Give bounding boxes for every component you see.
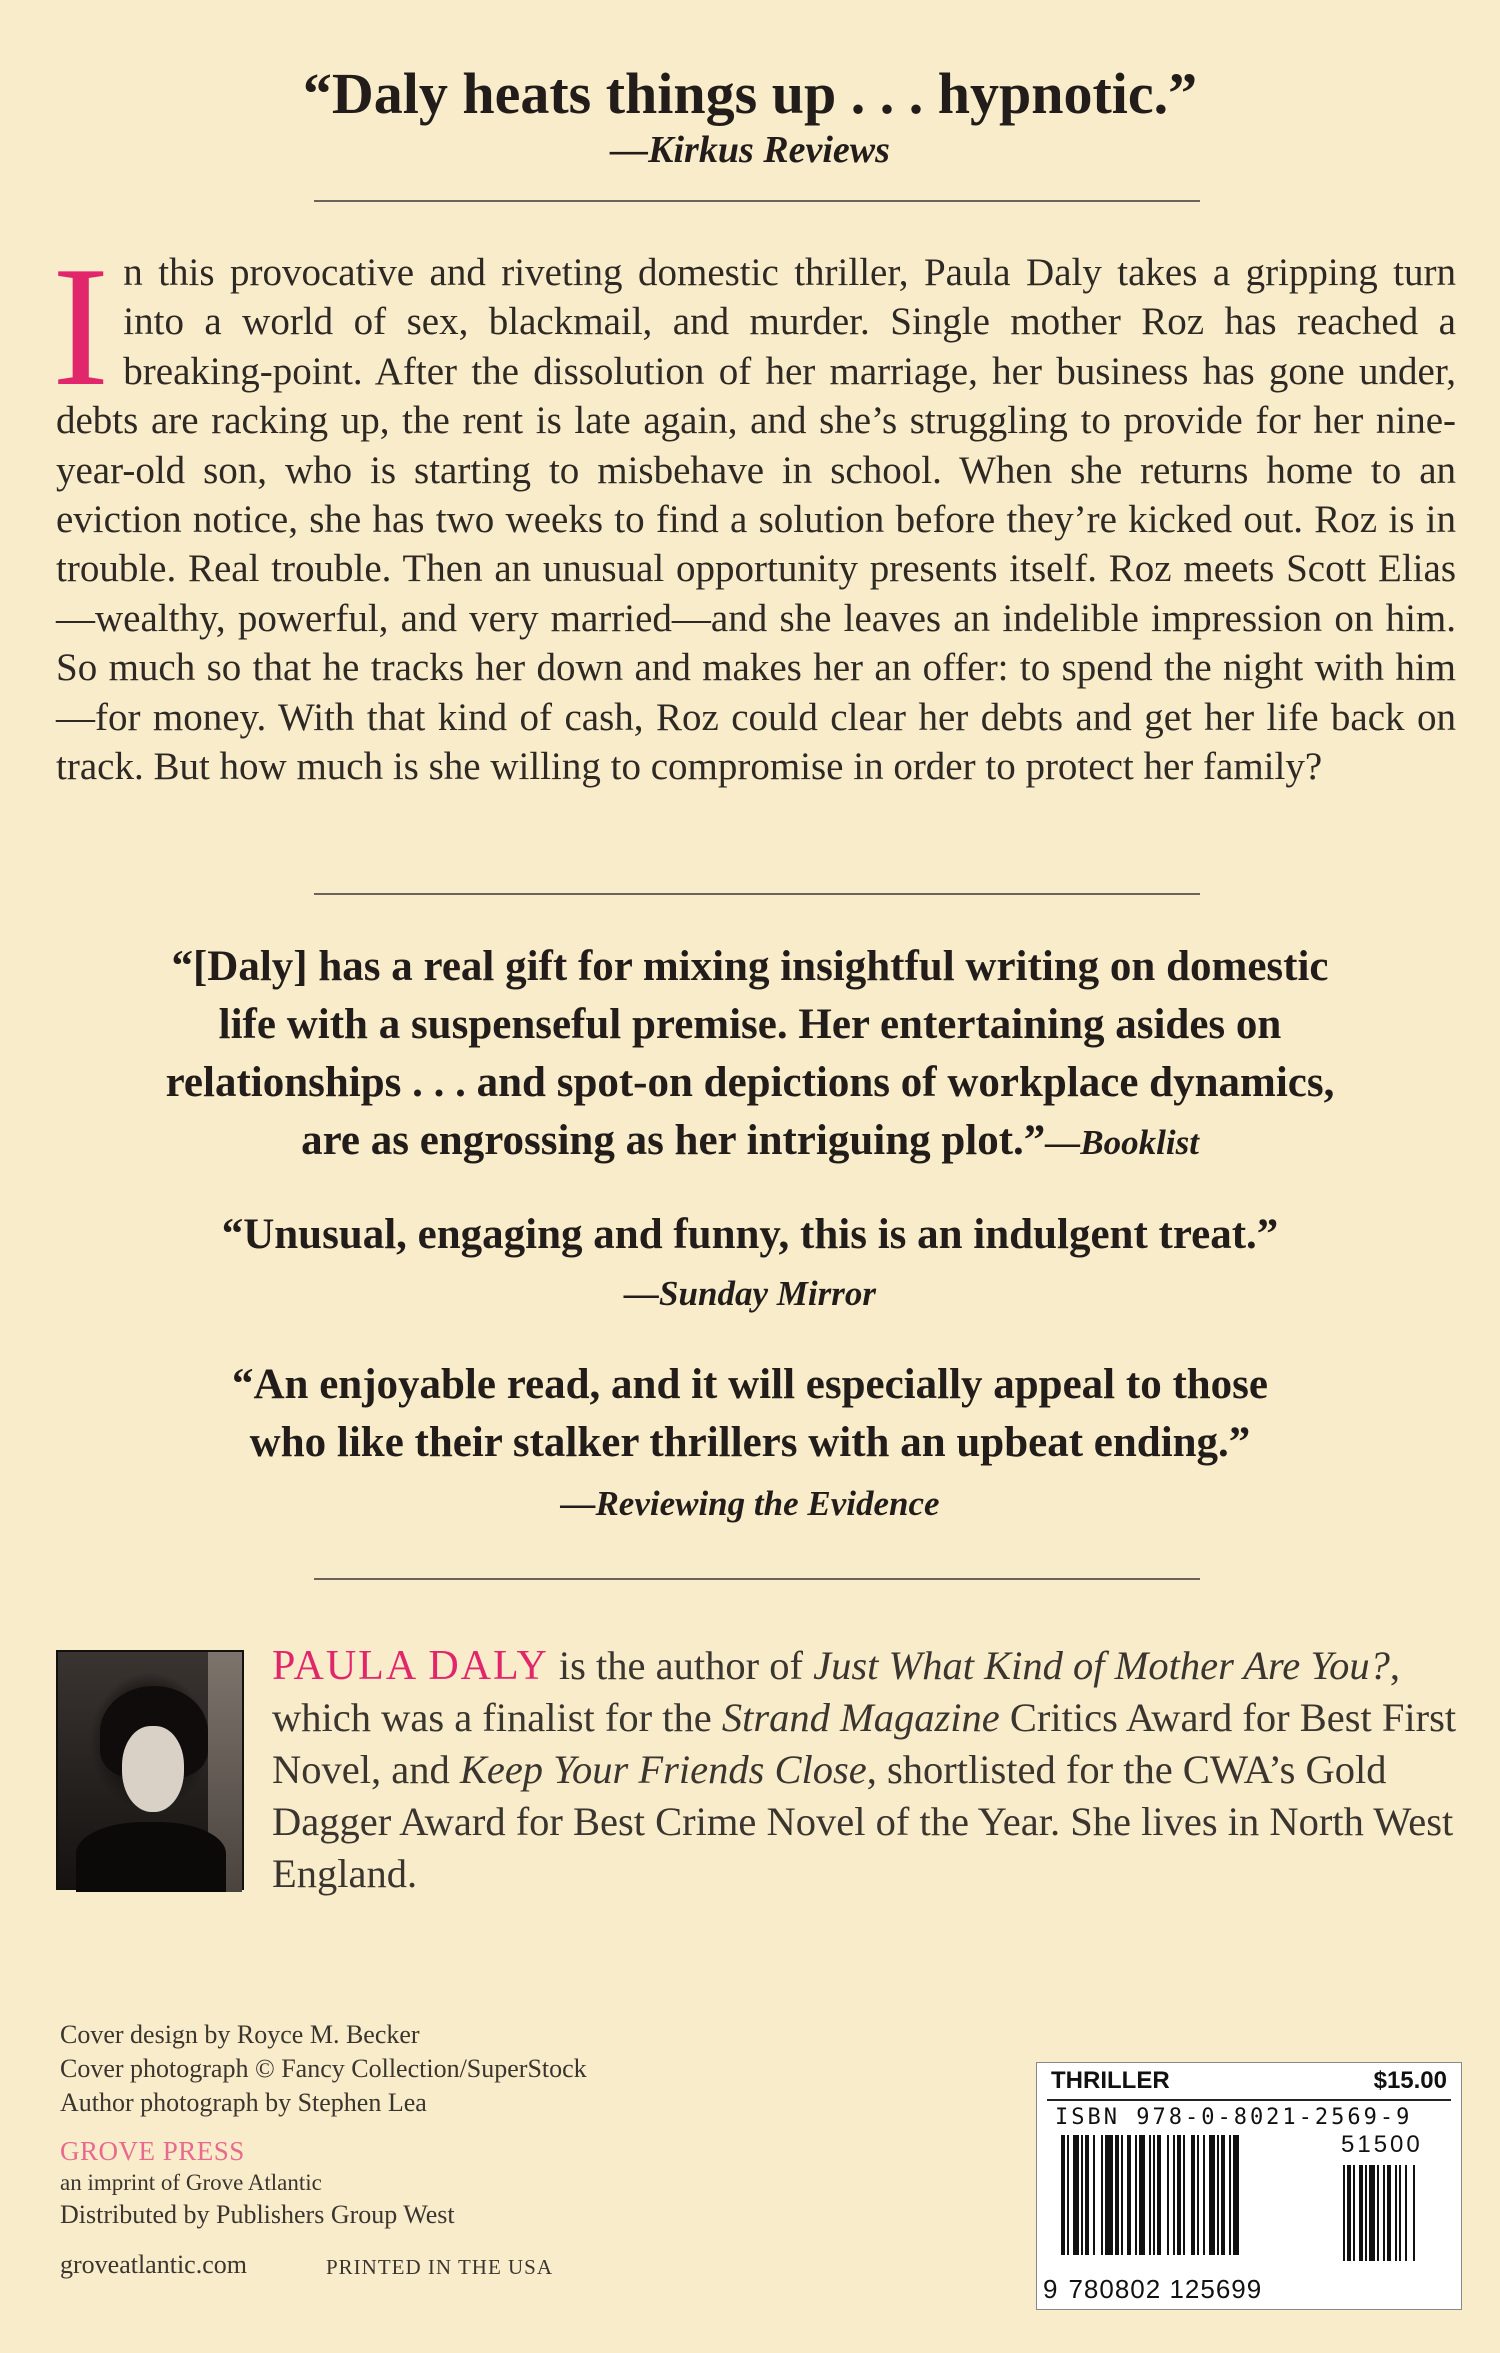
book-description bbox=[52, 232, 1456, 791]
barcode-bars bbox=[1061, 2135, 1441, 2265]
distributor-line: Distributed by Publishers Group West bbox=[60, 2200, 455, 2229]
barcode-bar bbox=[1353, 2165, 1355, 2261]
barcode-bar bbox=[1093, 2135, 1095, 2255]
top-quote-attribution: —Kirkus Reviews bbox=[610, 129, 890, 171]
publisher-name: GROVE PRESS bbox=[60, 2136, 245, 2166]
barcode-bar bbox=[1383, 2165, 1385, 2261]
divider bbox=[314, 200, 1200, 202]
barcode-bar bbox=[1121, 2135, 1123, 2255]
barcode-bar bbox=[1139, 2135, 1145, 2255]
bio-text: is the author of bbox=[548, 1643, 814, 1688]
quote-attribution: —Reviewing the Evidence bbox=[560, 1484, 940, 1523]
barcode-bar bbox=[1405, 2165, 1407, 2261]
author-photo bbox=[56, 1650, 244, 1890]
isbn-text: ISBN 978-0-8021-2569-9 bbox=[1055, 2105, 1413, 2130]
barcode-bar bbox=[1387, 2165, 1391, 2261]
barcode-bar bbox=[1183, 2135, 1185, 2255]
credits bbox=[60, 2018, 587, 2120]
barcode-bar bbox=[1347, 2165, 1351, 2261]
bio-text: Critics Award for Best First Novel, and bbox=[272, 1695, 1457, 1792]
cover-photo-credit: Cover photograph © Fancy Collection/SuperStock bbox=[60, 2054, 587, 2083]
quote-line: “Unusual, engaging and funny, this is an indulgent treat.” bbox=[221, 1211, 1279, 1258]
divider bbox=[314, 1578, 1200, 1580]
category-label: THRILLER bbox=[1051, 2067, 1170, 2094]
quote-line: life with a suspenseful premise. Her entertaining asides on bbox=[218, 1001, 1282, 1048]
press-quote-reviewing-evidence bbox=[0, 1356, 1500, 1472]
publisher-info bbox=[60, 2134, 455, 2232]
top-quote: “Daly heats things up . . . hypnotic.” bbox=[302, 61, 1198, 126]
quote-line: relationships . . . and spot-on depictions of workplace dynamics, bbox=[165, 1059, 1335, 1106]
barcode-bar bbox=[1127, 2135, 1131, 2255]
barcode-bar bbox=[1081, 2135, 1083, 2255]
author-name: PAULA DALY bbox=[272, 1643, 549, 1689]
drop-cap: I bbox=[52, 232, 110, 422]
bio-text: , shortlisted for the CWA’s Gold Dagger Award for Best Crime Novel of the Year. She lives in North West England. bbox=[272, 1747, 1454, 1896]
barcode-bar bbox=[1149, 2135, 1151, 2255]
barcode-label bbox=[1036, 2062, 1462, 2310]
barcode-bar bbox=[1203, 2135, 1205, 2255]
barcode-bar bbox=[1105, 2135, 1113, 2255]
cover-design-credit: Cover design by Royce M. Becker bbox=[60, 2020, 420, 2049]
printed-in: PRINTED IN THE USA bbox=[326, 2255, 554, 2279]
barcode-bar bbox=[1177, 2135, 1181, 2255]
quote-line: “An enjoyable read, and it will especially appeal to those bbox=[231, 1361, 1268, 1408]
barcode-bar bbox=[1157, 2135, 1161, 2255]
barcode-bar bbox=[1343, 2165, 1345, 2261]
bio-text: , which was a finalist for the bbox=[272, 1643, 1401, 1740]
barcode-bar bbox=[1085, 2135, 1089, 2255]
barcode-bar bbox=[1377, 2165, 1379, 2261]
barcode-bar bbox=[1173, 2135, 1175, 2255]
barcode-bar bbox=[1073, 2135, 1079, 2255]
book-title: Just What Kind of Mother Are You? bbox=[813, 1643, 1390, 1688]
imprint-line: an imprint of Grove Atlantic bbox=[60, 2170, 322, 2195]
barcode-bar bbox=[1153, 2135, 1155, 2255]
barcode-bar bbox=[1191, 2135, 1195, 2255]
barcode-bar bbox=[1413, 2165, 1415, 2261]
addon-code: 51500 bbox=[1341, 2131, 1423, 2158]
barcode-bar bbox=[1067, 2135, 1069, 2255]
barcode-bar bbox=[1217, 2135, 1219, 2255]
barcode-bar bbox=[1135, 2135, 1137, 2255]
barcode-bar bbox=[1365, 2165, 1367, 2261]
author-photo-credit: Author photograph by Stephen Lea bbox=[60, 2088, 427, 2117]
barcode-bar bbox=[1369, 2165, 1375, 2261]
barcode-bar bbox=[1197, 2135, 1199, 2255]
barcode-bar bbox=[1359, 2165, 1363, 2261]
description-text: n this provocative and riveting domestic thriller, Paula Daly takes a gripping turn into a world of sex, blackmail, and murder. Single mother Roz has reached a breaking-point. After the dissolution of her marriage, her business has gone under, debts are racking up, the rent is late again, and she’s struggling to provide for her nine-year-old son, who is starting to misbehave in school. When she returns home to an eviction notice, she has two weeks to find a solution before they’re kicked out. Roz is in trouble. Real trouble. Then an unusual opportunity presents itself. Roz meets Scott Elias—wealthy, powerful, and very married—and she leaves an indelible impression on him. So much so that he tracks her down and makes her an offer: to spend the night with him—for money. With that kind of cash, Roz could clear her debts and get her life back on track. But how much is she willing to compromise in order to protect her family? bbox=[56, 251, 1456, 789]
barcode-bar bbox=[1395, 2165, 1397, 2261]
magazine-title: Strand Magazine bbox=[721, 1695, 1000, 1740]
book-title: Keep Your Friends Close bbox=[459, 1747, 867, 1792]
quote-attribution: —Booklist bbox=[1045, 1123, 1199, 1162]
press-quote-sunday-mirror bbox=[0, 1206, 1500, 1264]
author-bio bbox=[272, 1640, 1462, 1900]
ean-number: 780802 125699 bbox=[1068, 2274, 1263, 2304]
barcode-bar bbox=[1233, 2135, 1239, 2255]
quote-line: who like their stalker thrillers with an upbeat ending.” bbox=[249, 1419, 1251, 1466]
press-quote-booklist bbox=[0, 938, 1500, 1172]
barcode-bar bbox=[1061, 2135, 1065, 2255]
quote-line: are as engrossing as her intriguing plot.” bbox=[301, 1117, 1046, 1164]
price-label: $15.00 bbox=[1373, 2067, 1447, 2094]
barcode-bar bbox=[1167, 2135, 1169, 2255]
quote-line: “[Daly] has a real gift for mixing insightful writing on domestic bbox=[171, 943, 1329, 990]
website: groveatlantic.com bbox=[60, 2250, 247, 2279]
barcode-bar bbox=[1399, 2165, 1401, 2261]
divider bbox=[314, 893, 1200, 895]
barcode-bar bbox=[1229, 2135, 1231, 2255]
quote-attribution: —Sunday Mirror bbox=[624, 1274, 876, 1313]
ean-prefix: 9 bbox=[1043, 2274, 1059, 2304]
ean-digits bbox=[1043, 2274, 1262, 2305]
barcode-bar bbox=[1209, 2135, 1215, 2255]
barcode-bar bbox=[1221, 2135, 1225, 2255]
barcode-bar bbox=[1115, 2135, 1119, 2255]
barcode-bar bbox=[1101, 2135, 1103, 2255]
